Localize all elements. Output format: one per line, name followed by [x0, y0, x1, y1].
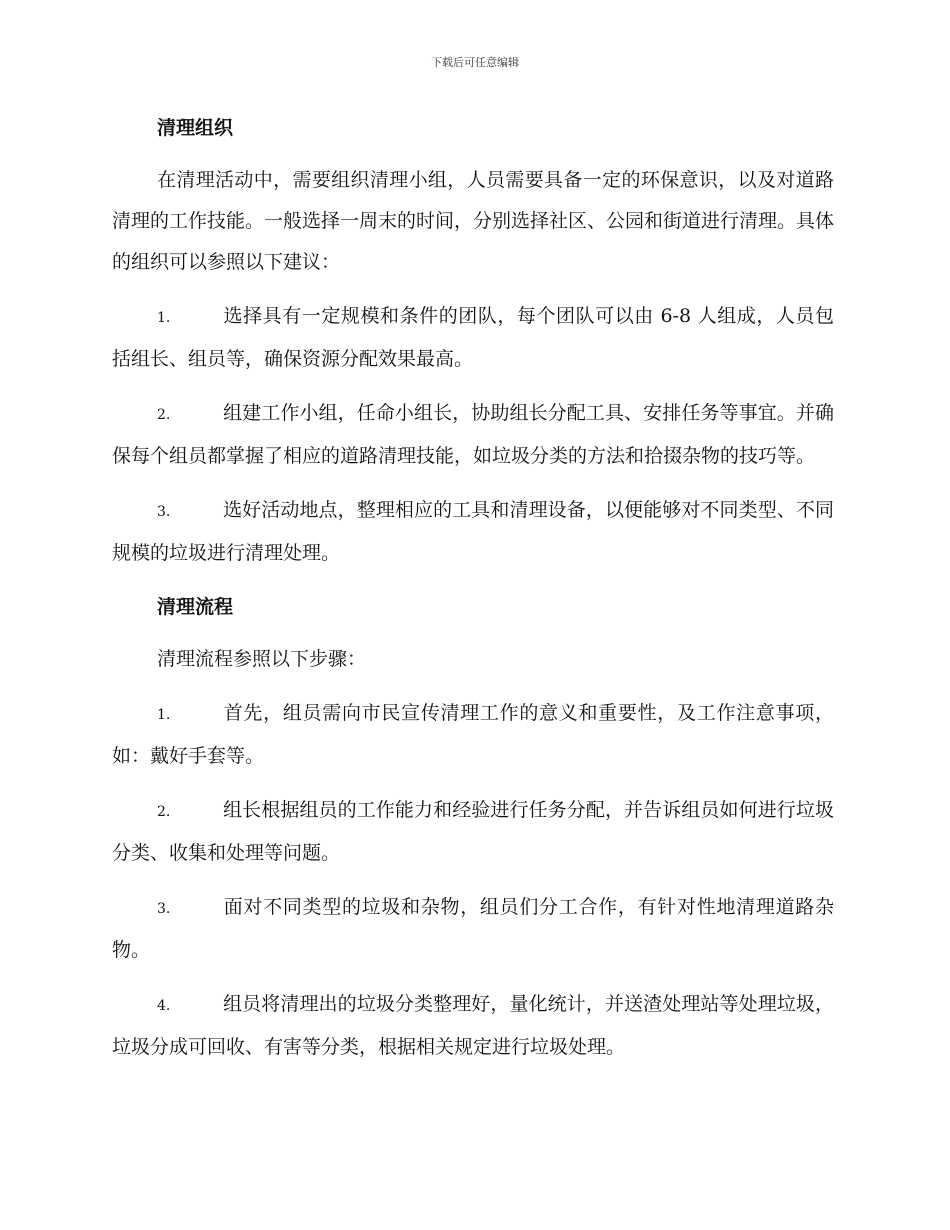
list-item-number: 3. [157, 901, 171, 917]
list-item [112, 490, 834, 574]
list-item-number: 4. [157, 998, 171, 1014]
list-item-text: 面对不同类型的垃圾和杂物，组员们分工合作，有针对性地清理道路杂物。 [112, 896, 834, 961]
list-item-number: 2. [157, 804, 171, 820]
list-item-number: 1. [157, 310, 171, 326]
section-heading-process: 清理流程 [157, 596, 234, 618]
list-item [112, 887, 834, 971]
list-item [112, 693, 834, 777]
list-item [112, 984, 834, 1068]
document-body [112, 108, 834, 1081]
page-header: 下载后可任意编辑 [431, 56, 519, 69]
list-item-text: 首先，组员需向市民宣传清理工作的意义和重要性，及工作注意事项，如：戴好手套等。 [112, 702, 834, 767]
list-item-number: 3. [157, 504, 171, 520]
list-item-number: 1. [157, 707, 171, 723]
list-item-text: 组员将清理出的垃圾分类整理好，量化统计，并送渣处理站等处理垃圾，垃圾分成可回收、有害等分类，根据相关规定进行垃圾处理。 [112, 993, 834, 1058]
list-item-text: 组建工作小组，任命小组长，协助组长分配工具、安排任务等事宜。并确保每个组员都掌握了相应的道路清理技能，如垃圾分类的方法和拾掇杂物的技巧等。 [112, 402, 834, 467]
list-item-text: 组长根据组员的工作能力和经验进行任务分配，并告诉组员如何进行垃圾分类、收集和处理等问题。 [112, 799, 834, 864]
list-item [112, 296, 834, 380]
list-item-text: 选好活动地点，整理相应的工具和清理设备，以便能够对不同类型、不同规模的垃圾进行清理处理。 [112, 499, 834, 564]
section-intro-organization: 在清理活动中，需要组织清理小组，人员需要具备一定的环保意识，以及对道路清理的工作技能。一般选择一周末的时间，分别选择社区、公园和街道进行清理。具体的组织可以参照以下建议： [112, 169, 835, 273]
list-item-text: 选择具有一定规模和条件的团队，每个团队可以由 6-8 人组成，人员包括组长、组员等，确保资源分配效果最高。 [112, 305, 834, 370]
section-heading-organization: 清理组织 [157, 117, 234, 139]
list-item-number: 2. [157, 407, 171, 423]
list-item [112, 790, 834, 874]
list-item [112, 393, 834, 477]
section-intro-process: 清理流程参照以下步骤： [157, 648, 367, 670]
